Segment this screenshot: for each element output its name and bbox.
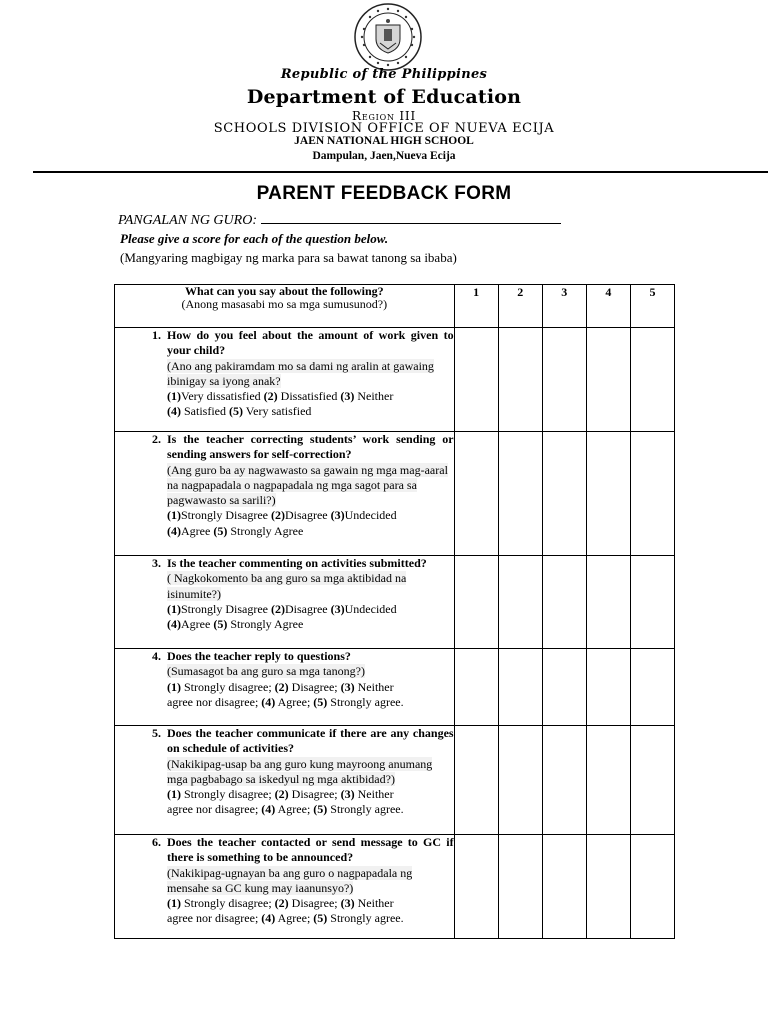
scale-number: (2) bbox=[270, 508, 285, 523]
question-number: 6. bbox=[152, 835, 161, 849]
question-english: Does the teacher contacted or send message to GC if there is something to be announced? bbox=[167, 835, 454, 865]
scale-label: Strongly agree. bbox=[327, 802, 404, 817]
question-column-header bbox=[115, 285, 455, 328]
score-cell-5[interactable] bbox=[630, 432, 674, 556]
score-cell-2[interactable] bbox=[498, 835, 542, 939]
region-heading: Region III bbox=[351, 109, 417, 123]
question-row bbox=[115, 432, 675, 556]
scale-number: (1) bbox=[167, 679, 181, 694]
question-filipino-text: (Nakikipag-ugnayan ba ang guro o nagpapadala ng mensahe sa GC kung may iaanunsyo?) bbox=[167, 865, 413, 895]
score-cell-3[interactable] bbox=[542, 328, 586, 432]
question-number: 2. bbox=[152, 432, 161, 446]
question-number: 5. bbox=[152, 726, 161, 740]
score-cell-2[interactable] bbox=[498, 328, 542, 432]
question-english: Does the teacher communicate if there are any changes on schedule of activities? bbox=[167, 726, 454, 756]
score-cell-1[interactable] bbox=[454, 556, 498, 649]
scale-number: (1) bbox=[167, 787, 181, 802]
scale-number: (4) bbox=[261, 911, 276, 926]
scale-label: Strongly Disagree bbox=[181, 601, 271, 616]
rating-scale-line bbox=[167, 602, 454, 617]
scale-label: Very dissatisfied bbox=[181, 389, 264, 404]
scale-label: Disagree; bbox=[288, 679, 341, 694]
score-cell-4[interactable] bbox=[586, 432, 630, 556]
question-english: Does the teacher reply to questions? bbox=[167, 649, 351, 663]
scale-label: Undecided bbox=[344, 508, 397, 523]
question-filipino-text: (Ang guro ba ay nagwawasto sa gawain ng mga mag-aaral na nagpapadala o nagpapadala ng mga sagot para sa pagwawasto sa sarili?) bbox=[167, 462, 448, 508]
score-header-3: 3 bbox=[542, 285, 586, 328]
scale-label: Neither bbox=[354, 787, 394, 802]
scale-number: (2) bbox=[274, 787, 289, 802]
scale-label: Dissatisfied bbox=[277, 389, 341, 404]
question-english: Is the teacher commenting on activities submitted? bbox=[167, 556, 427, 570]
teacher-name-row bbox=[118, 211, 561, 229]
question-row bbox=[115, 726, 675, 835]
scale-label: Neither bbox=[354, 896, 394, 911]
score-cell-2[interactable] bbox=[498, 649, 542, 726]
question-filipino bbox=[167, 359, 454, 390]
score-cell-4[interactable] bbox=[586, 726, 630, 835]
scale-label: Disagree; bbox=[288, 896, 341, 911]
score-cell-3[interactable] bbox=[542, 726, 586, 835]
score-cell-2[interactable] bbox=[498, 556, 542, 649]
rating-scale-line bbox=[167, 389, 454, 404]
question-number: 3. bbox=[152, 556, 161, 570]
scale-label: Agree bbox=[181, 617, 214, 632]
score-cell-4[interactable] bbox=[586, 835, 630, 939]
question-cell bbox=[115, 556, 455, 649]
scale-number: (2) bbox=[274, 679, 289, 694]
scale-number: (3) bbox=[330, 508, 345, 523]
score-cell-1[interactable] bbox=[454, 328, 498, 432]
scale-label: Very satisfied bbox=[243, 404, 312, 419]
score-cell-5[interactable] bbox=[630, 649, 674, 726]
question-filipino bbox=[167, 571, 454, 602]
score-cell-5[interactable] bbox=[630, 556, 674, 649]
scale-label: Strongly disagree; bbox=[181, 787, 275, 802]
question-cell bbox=[115, 649, 455, 726]
scale-label: agree nor disagree; bbox=[167, 694, 262, 709]
scale-label: agree nor disagree; bbox=[167, 802, 262, 817]
header-english: What can you say about the following? bbox=[184, 284, 384, 298]
scale-number: (5) bbox=[229, 404, 243, 419]
republic-heading: Republic of the Philippines bbox=[280, 67, 488, 82]
score-cell-4[interactable] bbox=[586, 649, 630, 726]
score-header-4: 4 bbox=[586, 285, 630, 328]
scale-number: (2) bbox=[263, 389, 278, 404]
scale-label: Strongly Agree bbox=[227, 523, 304, 538]
scale-number: (4) bbox=[167, 404, 181, 419]
question-filipino-text: (Sumasagot ba ang guro sa mga tanong?) bbox=[167, 664, 365, 679]
score-cell-3[interactable] bbox=[542, 835, 586, 939]
score-cell-3[interactable] bbox=[542, 432, 586, 556]
scale-label: Agree bbox=[181, 523, 214, 538]
score-cell-3[interactable] bbox=[542, 649, 586, 726]
scale-number: (3) bbox=[340, 389, 355, 404]
scale-label: Disagree; bbox=[288, 787, 341, 802]
school-address: Dampulan, Jaen,Nueva Ecija bbox=[312, 150, 456, 162]
rating-scale-line bbox=[167, 524, 454, 539]
score-header-1: 1 bbox=[454, 285, 498, 328]
table-header-row bbox=[115, 285, 675, 328]
rating-scale-line bbox=[167, 896, 454, 911]
rating-scale-line bbox=[167, 695, 454, 710]
question-english: How do you feel about the amount of work given to your child? bbox=[167, 328, 454, 358]
score-cell-5[interactable] bbox=[630, 328, 674, 432]
division-heading: SCHOOLS DIVISION OFFICE OF NUEVA ECIJA bbox=[213, 121, 555, 136]
scale-label: agree nor disagree; bbox=[167, 911, 262, 926]
scale-number: (1) bbox=[167, 389, 181, 404]
question-row bbox=[115, 328, 675, 432]
rating-scale-line bbox=[167, 617, 454, 632]
scale-label: Agree; bbox=[275, 802, 314, 817]
scale-label: Strongly Agree bbox=[227, 617, 304, 632]
score-cell-5[interactable] bbox=[630, 835, 674, 939]
scale-number: (3) bbox=[340, 679, 355, 694]
scale-label: Neither bbox=[354, 679, 394, 694]
header-filipino: (Anong masasabi mo sa mga sumusunod?) bbox=[181, 297, 388, 311]
scale-label: Strongly Disagree bbox=[181, 508, 271, 523]
score-cell-1[interactable] bbox=[454, 432, 498, 556]
question-row bbox=[115, 556, 675, 649]
score-cell-4[interactable] bbox=[586, 556, 630, 649]
scale-number: (5) bbox=[213, 617, 228, 632]
question-filipino-text: ( Nagkokomento ba ang guro sa mga aktibidad na isinumite?) bbox=[167, 571, 407, 601]
score-cell-1[interactable] bbox=[454, 726, 498, 835]
score-header-5: 5 bbox=[630, 285, 674, 328]
score-header-2: 2 bbox=[498, 285, 542, 328]
teacher-name-label: PANGALAN NG GURO bbox=[118, 213, 253, 228]
question-filipino bbox=[167, 757, 454, 788]
question-filipino bbox=[167, 866, 454, 897]
question-filipino bbox=[167, 664, 454, 679]
score-cell-2[interactable] bbox=[498, 726, 542, 835]
scale-label: Neither bbox=[354, 389, 394, 404]
scale-number: (5) bbox=[313, 802, 328, 817]
question-row bbox=[115, 649, 675, 726]
score-cell-1[interactable] bbox=[454, 835, 498, 939]
score-cell-5[interactable] bbox=[630, 726, 674, 835]
scale-label: Agree; bbox=[275, 694, 314, 709]
header-divider bbox=[33, 171, 768, 173]
score-cell-3[interactable] bbox=[542, 556, 586, 649]
scale-number: (5) bbox=[213, 523, 228, 538]
score-cell-4[interactable] bbox=[586, 328, 630, 432]
form-title: PARENT FEEDBACK FORM bbox=[256, 183, 512, 204]
feedback-table bbox=[114, 284, 675, 939]
score-cell-2[interactable] bbox=[498, 432, 542, 556]
question-filipino bbox=[167, 463, 454, 509]
deped-seal-logo bbox=[350, 3, 426, 71]
question-row bbox=[115, 835, 675, 939]
school-name: JAEN NATIONAL HIGH SCHOOL bbox=[294, 135, 474, 147]
question-cell bbox=[115, 432, 455, 556]
department-heading: Department of Education bbox=[246, 86, 522, 108]
rating-scale-line bbox=[167, 508, 454, 523]
instruction-filipino: (Mangyaring magbigay ng marka para sa bawat tanong sa ibaba) bbox=[120, 250, 457, 265]
rating-scale-line bbox=[167, 404, 454, 419]
rating-scale-line bbox=[167, 802, 454, 817]
question-number: 1. bbox=[152, 328, 161, 342]
scale-label: Disagree bbox=[284, 508, 331, 523]
teacher-name-colon: : bbox=[252, 213, 257, 228]
rating-scale-line bbox=[167, 911, 454, 926]
score-cell-1[interactable] bbox=[454, 649, 498, 726]
question-english: Is the teacher correcting students’ work sending or sending answers for self-correction? bbox=[167, 432, 454, 462]
scale-number: (4) bbox=[167, 523, 181, 538]
question-cell bbox=[115, 328, 455, 432]
scale-number: (3) bbox=[340, 896, 355, 911]
scale-label: Strongly agree. bbox=[327, 911, 404, 926]
scale-label: Agree; bbox=[275, 911, 314, 926]
scale-number: (1) bbox=[167, 896, 181, 911]
question-cell bbox=[115, 835, 455, 939]
scale-number: (5) bbox=[313, 694, 328, 709]
scale-number: (1) bbox=[167, 508, 181, 523]
scale-label: Disagree bbox=[284, 601, 331, 616]
scale-number: (4) bbox=[261, 802, 276, 817]
question-filipino-text: (Nakikipag-usap ba ang guro kung mayroong anumang mga pagbabago sa iskedyul ng mga aktibidad?) bbox=[167, 756, 433, 786]
scale-number: (1) bbox=[167, 601, 181, 616]
scale-label: Undecided bbox=[344, 601, 397, 616]
scale-label: Strongly disagree; bbox=[181, 896, 275, 911]
scale-number: (4) bbox=[261, 694, 276, 709]
instruction-english: Please give a score for each of the question below. bbox=[120, 231, 389, 246]
question-number: 4. bbox=[152, 649, 161, 663]
question-filipino-text: (Ano ang pakiramdam mo sa dami ng aralin at gawaing ibinigay sa iyong anak? bbox=[167, 358, 434, 388]
teacher-name-field[interactable] bbox=[261, 211, 561, 224]
scale-number: (2) bbox=[274, 896, 289, 911]
scale-label: Strongly agree. bbox=[327, 694, 404, 709]
scale-label: Strongly disagree; bbox=[181, 679, 275, 694]
scale-number: (2) bbox=[270, 601, 285, 616]
scale-number: (5) bbox=[313, 911, 328, 926]
scale-number: (4) bbox=[167, 617, 181, 632]
question-cell bbox=[115, 726, 455, 835]
rating-scale-line bbox=[167, 680, 454, 695]
scale-label: Satisfied bbox=[181, 404, 229, 419]
scale-number: (3) bbox=[330, 601, 345, 616]
rating-scale-line bbox=[167, 787, 454, 802]
scale-number: (3) bbox=[340, 787, 355, 802]
